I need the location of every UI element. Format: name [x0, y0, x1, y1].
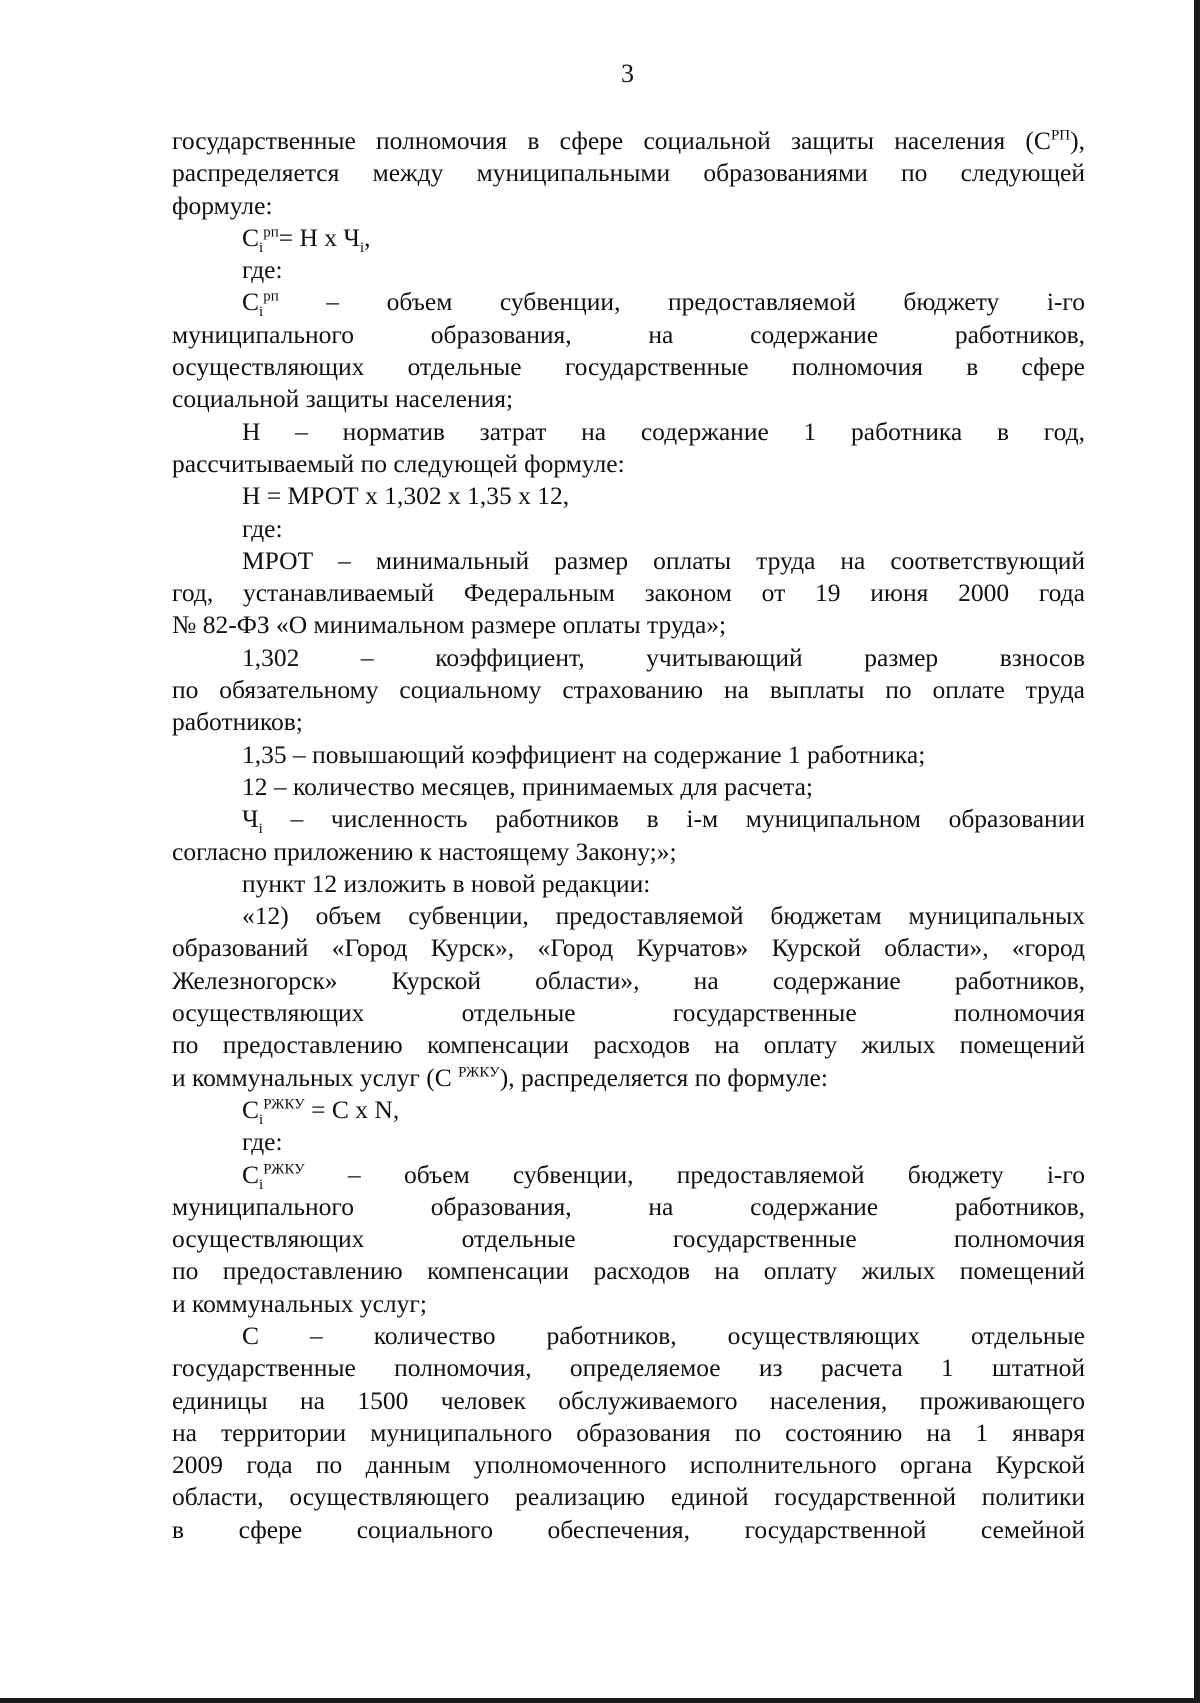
text-line [172, 803, 1085, 838]
page-number: 3 [621, 59, 634, 88]
text-line [172, 1223, 1085, 1255]
superscript: РЖКУ [458, 1064, 500, 1081]
text-line [172, 1449, 1085, 1481]
superscript: РП [1050, 127, 1071, 144]
text-run: по обязательному социальному страхованию на выплаты по оплате труда [172, 675, 1085, 705]
text-line [172, 642, 1085, 674]
text-line [172, 351, 1085, 383]
text-run: год, устанавливаемый Федеральным законом от 19 июня 2000 года [172, 578, 1085, 608]
text-line [172, 1094, 1085, 1126]
text-line [172, 900, 1085, 932]
text-run: = Н х Ч [278, 222, 360, 252]
text-run: Ч [242, 804, 259, 834]
text-run: МРОТ – минимальный размер оплаты труда на соответствующий [242, 545, 1085, 575]
text-line [172, 706, 1085, 738]
text-run: единицы на 1500 человек обслуживаемого населения, проживающего [172, 1385, 1085, 1415]
text-run: Н – норматив затрат на содержание 1 работника в год, [242, 416, 1085, 446]
text-line [172, 222, 1085, 254]
text-run: – объем субвенции, предоставляемой бюджету i-го [304, 1159, 1085, 1189]
text-run: осуществляющих отдельные государственные полномочия [172, 1224, 1085, 1254]
text-run: где: [242, 1127, 283, 1157]
scan-edge-bottom [0, 1698, 1200, 1703]
text-line [172, 868, 1085, 900]
text-line [172, 609, 1085, 641]
text-line [172, 1481, 1085, 1513]
text-line [172, 157, 1085, 189]
text-line [172, 254, 1085, 286]
text-run: № 82-ФЗ «О минимальном размере оплаты труда»; [172, 610, 727, 640]
text-line [172, 1352, 1085, 1384]
text-run: С [242, 1094, 260, 1124]
text-line [172, 1062, 1085, 1094]
text-run: муниципального образования, на содержание работников, [172, 319, 1085, 349]
subscript: i [259, 1112, 264, 1128]
subscript: i [258, 821, 263, 838]
text-run: 2009 года по данным уполномоченного исполнительного органа Курской [172, 1450, 1085, 1480]
superscript: РЖКУ [263, 1096, 305, 1113]
text-run: образований «Город Курск», «Город Курчатов» Курской области», «город [172, 933, 1085, 963]
text-run: С [242, 1159, 260, 1189]
text-run: 1,35 – повышающий коэффициент на содержание 1 работника; [242, 739, 926, 769]
text-line [172, 1514, 1085, 1546]
text-run: области, осуществляющего реализацию единой государственной политики [172, 1482, 1085, 1512]
superscript: РЖКУ [263, 1161, 305, 1177]
text-run: 1,302 – коэффициент, учитывающий размер взносов [242, 642, 1085, 672]
text-line [172, 383, 1085, 415]
text-run: рассчитываемый по следующей формуле: [172, 448, 625, 478]
text-line [172, 1320, 1085, 1352]
text-line [172, 836, 1085, 868]
text-line [172, 932, 1085, 964]
subscript: i [259, 304, 264, 321]
text-run: в сфере социального обеспечения, государственной семейной [172, 1514, 1085, 1544]
text-line [172, 319, 1085, 351]
text-line [172, 1126, 1085, 1158]
text-run: социальной защиты населения; [172, 384, 514, 414]
text-run: ), [1070, 126, 1085, 155]
text-line [172, 771, 1085, 803]
text-run: = С х N, [304, 1094, 400, 1124]
text-run: согласно приложению к настоящему Закону;»; [172, 836, 677, 866]
text-run: 12 – количество месяцев, принимаемых для расчета; [242, 771, 814, 801]
text-line [172, 1385, 1085, 1417]
text-line [172, 1417, 1085, 1449]
subscript: i [359, 239, 365, 256]
text-run: работников; [172, 707, 303, 737]
text-line [172, 997, 1085, 1029]
text-line [172, 1255, 1085, 1287]
text-run: муниципального образования, на содержание работников, [172, 1191, 1085, 1221]
superscript: рп [263, 224, 279, 241]
text-line [172, 1288, 1085, 1320]
text-run: пункт 12 изложить в новой редакции: [242, 868, 651, 898]
text-line [172, 739, 1085, 771]
text-run: , [364, 222, 371, 252]
text-run: формуле: [172, 190, 273, 220]
text-run: и коммунальных услуг (С [172, 1062, 459, 1092]
subscript: i [259, 1176, 264, 1193]
text-run: распределяется между муниципальными образованиями по следующей [172, 158, 1085, 188]
text-line [172, 286, 1085, 321]
text-run: – численность работников в i-м муниципальном образовании [262, 804, 1085, 834]
text-run: государственные полномочия в сфере социальной защиты населения (С [172, 126, 1051, 155]
text-line [172, 1159, 1085, 1191]
text-line [172, 448, 1085, 480]
text-line [172, 125, 1085, 157]
text-line [172, 480, 1085, 512]
document-body [172, 125, 1085, 1546]
text-line [172, 190, 1085, 222]
text-run: Железногорск» Курской области», на содержание работников, [172, 965, 1085, 995]
scan-edge-right [1194, 0, 1200, 1703]
text-line [172, 1191, 1085, 1223]
text-run: осуществляющих отдельные государственные полномочия в сфере [172, 352, 1085, 382]
text-run: на территории муниципального образования по состоянию на 1 января [172, 1417, 1085, 1447]
text-run: «12) объем субвенции, предоставляемой бюджетам муниципальных [242, 901, 1085, 931]
text-line [172, 577, 1085, 609]
text-line [172, 674, 1085, 706]
text-run: государственные полномочия, определяемое из расчета 1 штатной [172, 1353, 1085, 1383]
text-line [172, 513, 1085, 545]
text-line [172, 416, 1085, 448]
text-run: С [242, 222, 260, 252]
text-run: С [242, 287, 260, 317]
text-run: С – количество работников, осуществляющих отдельные [242, 1320, 1085, 1350]
superscript: рп [263, 288, 279, 305]
text-run: осуществляющих отдельные государственные полномочия [172, 998, 1085, 1028]
text-run: по предоставлению компенсации расходов на оплату жилых помещений [172, 1256, 1085, 1286]
text-run: по предоставлению компенсации расходов на оплату жилых помещений [172, 1030, 1085, 1060]
text-run: и коммунальных услуг; [172, 1288, 427, 1318]
text-run: ), распределяется по формуле: [499, 1062, 828, 1092]
text-run: где: [242, 513, 283, 543]
text-line [172, 965, 1085, 997]
text-run: где: [242, 255, 283, 285]
text-line [172, 545, 1085, 577]
text-run: – объем субвенции, предоставляемой бюджету i-го [278, 287, 1085, 317]
subscript: i [259, 239, 264, 256]
text-line [172, 1029, 1085, 1061]
text-run: Н = МРОТ х 1,302 х 1,35 х 12, [242, 481, 570, 511]
